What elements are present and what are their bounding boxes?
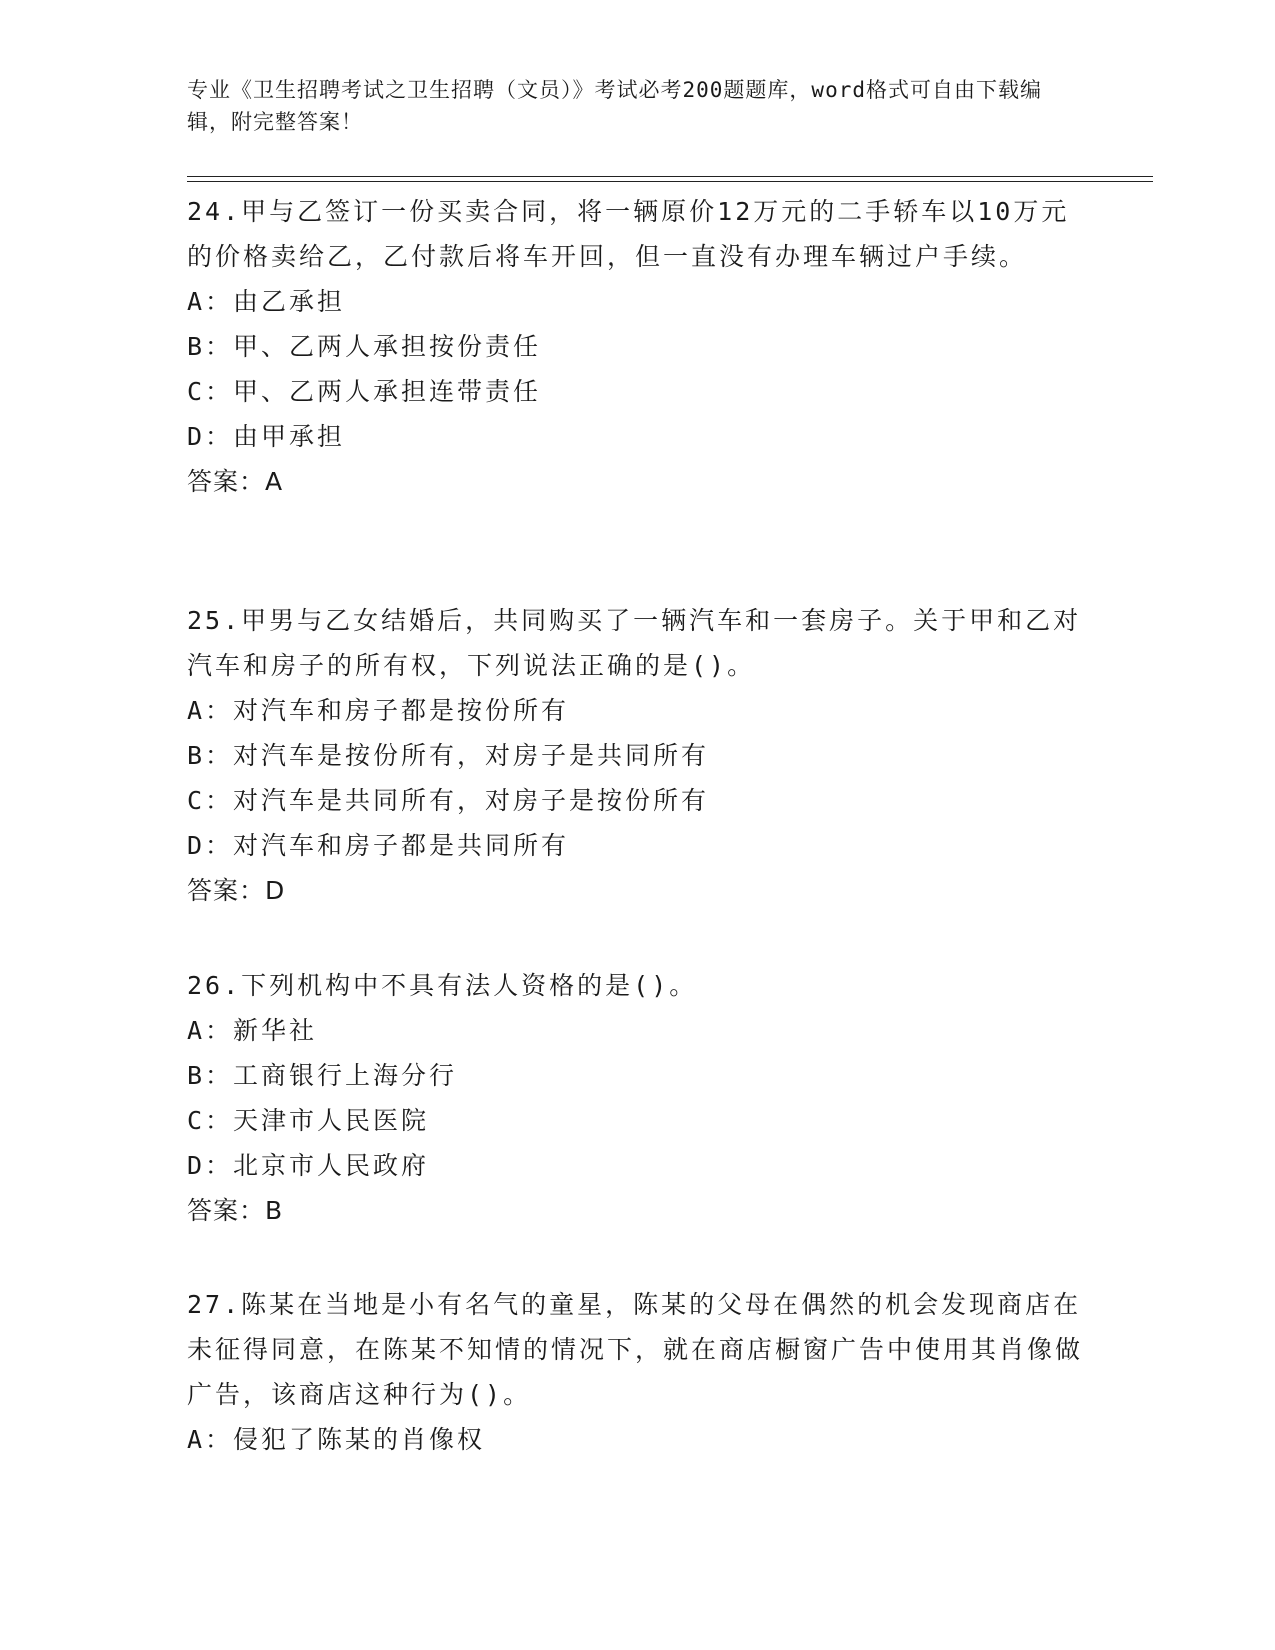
answer-value: D <box>265 876 286 905</box>
question-24 <box>187 189 1087 504</box>
option-b: B：甲、乙两人承担按份责任 <box>187 332 542 361</box>
question-26 <box>187 963 1087 1233</box>
option-c: C：甲、乙两人承担连带责任 <box>187 377 542 406</box>
option-a: A：由乙承担 <box>187 287 346 316</box>
option-d: D：由甲承担 <box>187 422 346 451</box>
option-d: D：北京市人民政府 <box>187 1151 430 1180</box>
option-d: D：对汽车和房子都是共同所有 <box>187 831 570 860</box>
question-stem: 25.甲男与乙女结婚后，共同购买了一辆汽车和一套房子。关于甲和乙对汽车和房子的所有权，下列说法正确的是()。 <box>187 606 1082 680</box>
header-divider-top <box>187 176 1153 177</box>
question-stem: 24.甲与乙签订一份买卖合同，将一辆原价12万元的二手轿车以10万元的价格卖给乙，乙付款后将车开回，但一直没有办理车辆过户手续。 <box>187 197 1070 271</box>
answer-line <box>187 868 1087 913</box>
document-header: 专业《卫生招聘考试之卫生招聘（文员）》考试必考200题题库，word格式可自由下载编辑，附完整答案！ <box>187 78 1042 134</box>
question-stem: 26.下列机构中不具有法人资格的是()。 <box>187 971 698 1000</box>
answer-label: 答案： <box>187 1196 266 1225</box>
question-25 <box>187 598 1087 913</box>
option-a: A：侵犯了陈某的肖像权 <box>187 1425 486 1454</box>
option-a: A：对汽车和房子都是按份所有 <box>187 696 570 725</box>
option-a: A：新华社 <box>187 1016 318 1045</box>
answer-value: A <box>265 467 284 496</box>
option-b: B：对汽车是按份所有，对房子是共同所有 <box>187 741 710 770</box>
option-b: B：工商银行上海分行 <box>187 1061 458 1090</box>
option-c: C：天津市人民医院 <box>187 1106 430 1135</box>
header-divider-bottom <box>187 181 1153 182</box>
option-c: C：对汽车是共同所有，对房子是按份所有 <box>187 786 710 815</box>
answer-value: B <box>265 1196 284 1225</box>
question-27 <box>187 1282 1087 1462</box>
question-stem: 27.陈某在当地是小有名气的童星，陈某的父母在偶然的机会发现商店在未征得同意，在陈某不知情的情况下，就在商店橱窗广告中使用其肖像做广告，该商店这种行为()。 <box>187 1290 1084 1409</box>
answer-label: 答案： <box>187 467 266 496</box>
answer-label: 答案： <box>187 876 266 905</box>
answer-line <box>187 459 1087 504</box>
answer-line <box>187 1188 1087 1233</box>
